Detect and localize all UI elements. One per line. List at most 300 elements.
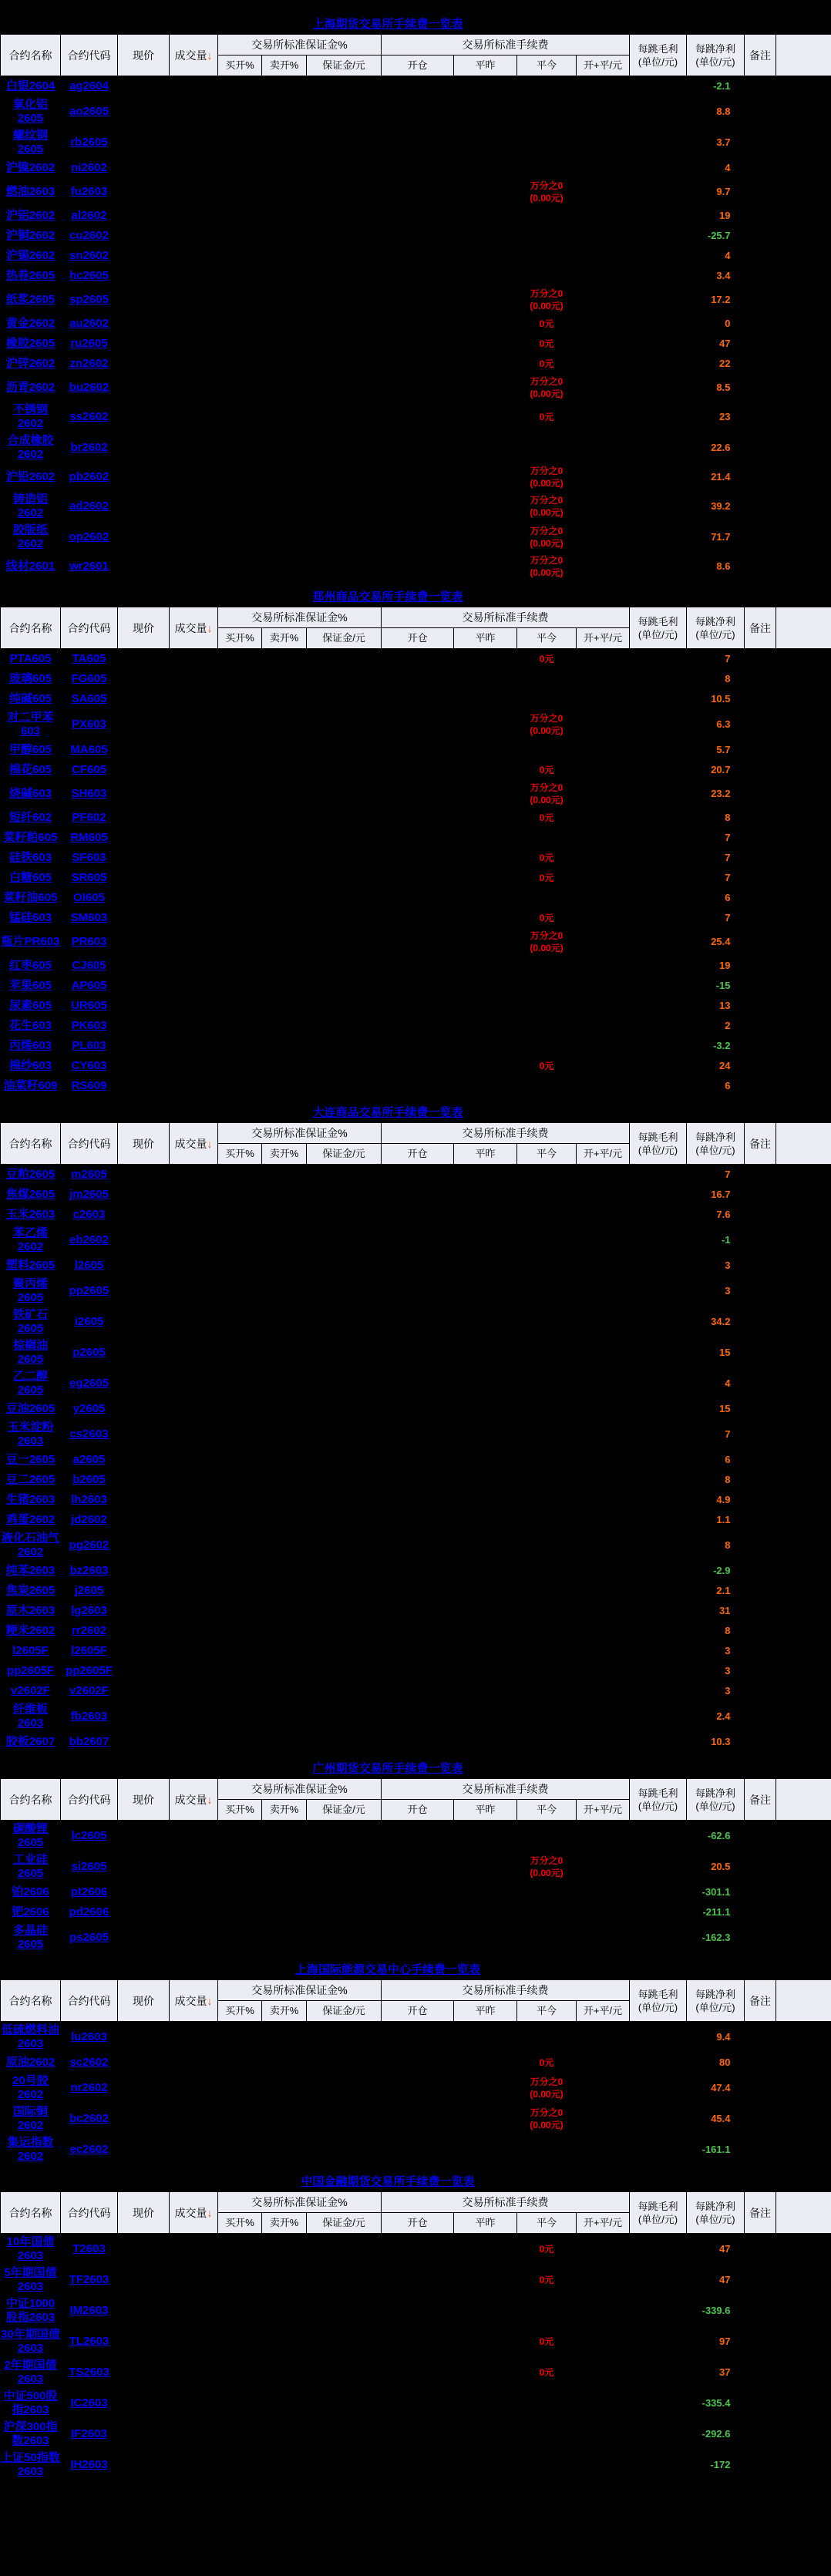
contract-code-link[interactable]: PX603	[71, 718, 107, 731]
gross-per-tick-cell	[630, 354, 687, 374]
contract-code-link[interactable]: SA605	[71, 692, 107, 705]
contract-code-link[interactable]: SR605	[71, 871, 107, 884]
blank-cell	[776, 868, 831, 888]
remark-cell	[745, 868, 776, 888]
volume-cell	[170, 334, 218, 354]
contract-code-link[interactable]: bb2607	[69, 1735, 109, 1748]
contract-name-link[interactable]: 10年国债2603	[6, 2235, 55, 2262]
col-header-volume-sort[interactable]	[170, 1980, 218, 2022]
contract-name-link[interactable]: 棉花605	[8, 763, 52, 776]
open-fee-cell	[382, 868, 454, 888]
col-header-volume-sort[interactable]	[170, 2192, 218, 2234]
sell-open-pct-cell	[262, 354, 307, 374]
contract-code-link[interactable]: CY603	[71, 1059, 107, 1072]
contract-row	[1, 1821, 831, 1852]
contract-name-link[interactable]: 白糖605	[8, 871, 52, 884]
contract-name-link[interactable]: 沪深300指数2603	[3, 2420, 58, 2447]
contract-name-link[interactable]: 豆二2605	[5, 1473, 56, 1486]
contract-code-link[interactable]: PL603	[72, 1039, 106, 1052]
contract-code-link[interactable]: rb2605	[70, 136, 108, 149]
open-plus-close-cell	[577, 354, 630, 374]
contract-code-link[interactable]: fb2603	[70, 1710, 108, 1723]
close-yesterday-fee-cell	[454, 1470, 517, 1490]
contract-name-link[interactable]: 5年期国债2603	[4, 2266, 57, 2293]
contract-code-link[interactable]: jd2602	[71, 1513, 107, 1526]
last-price-cell	[118, 334, 170, 354]
contract-name-link[interactable]: 纯苯2603	[5, 1564, 56, 1577]
contract-name-link[interactable]: 铂2606	[12, 1885, 49, 1898]
contract-code-link[interactable]: hc2605	[69, 269, 109, 282]
contract-name-link[interactable]: 生猪2603	[5, 1493, 56, 1506]
sort-descending-icon: ↓	[207, 49, 213, 62]
contract-code-link[interactable]: bu2602	[69, 381, 109, 394]
section-title-link[interactable]: 广州期货交易所手续费一览表	[312, 1762, 463, 1775]
contract-code-link[interactable]: ps2605	[69, 1931, 109, 1944]
open-fee-cell	[382, 334, 454, 354]
contract-name-link[interactable]: 锰硅603	[8, 911, 52, 924]
open-plus-close-cell	[577, 709, 630, 740]
contract-name-link[interactable]: 棉纱603	[8, 1059, 52, 1072]
volume-cell	[170, 928, 218, 956]
contract-name-link[interactable]: 玉米淀粉2603	[7, 1421, 54, 1448]
net-per-tick-cell: 6.3	[716, 718, 731, 730]
net-per-tick-cell: 1.1	[716, 1514, 731, 1525]
contract-name-link[interactable]: 热卷2605	[5, 269, 56, 282]
contract-code-link[interactable]: i2605	[74, 1315, 104, 1328]
contract-code-cell	[61, 1470, 118, 1490]
close-yesterday-fee-cell	[454, 314, 517, 334]
contract-code-link[interactable]: IH2603	[70, 2458, 108, 2471]
net-per-tick-cell: 8.5	[716, 382, 731, 393]
contract-name-link[interactable]: 液化石油气2602	[1, 1532, 59, 1559]
col-header-contract-name: 合约名称	[1, 35, 61, 76]
contract-code-link[interactable]: ss2602	[69, 410, 109, 423]
contract-code-link[interactable]: j2605	[74, 1584, 104, 1597]
gross-per-tick-cell	[630, 996, 687, 1016]
blank-cell	[776, 2104, 831, 2134]
contract-code-link[interactable]: PF602	[72, 811, 106, 824]
open-fee-cell	[382, 1581, 454, 1601]
contract-name-link[interactable]: 集运指数2602	[7, 2136, 54, 2163]
contract-code-link[interactable]: AP605	[71, 979, 107, 992]
contract-code-link[interactable]: ni2602	[71, 161, 107, 174]
contract-code-link[interactable]: CF605	[71, 763, 107, 776]
contract-name-link[interactable]: 沪铜2602	[5, 229, 56, 242]
col-header-sell-open-pct: 卖开%	[262, 2213, 307, 2234]
contract-name-link[interactable]: 30年期国债2603	[1, 2328, 60, 2355]
col-header-blank	[776, 1779, 831, 1821]
contract-name-link[interactable]: 棕榈油2605	[12, 1339, 48, 1366]
margin-yuan-cell	[307, 1621, 382, 1641]
col-header-contract-name: 合约名称	[1, 1980, 61, 2022]
open-plus-close-cell	[577, 1399, 630, 1419]
contract-name-link[interactable]: 上证50指数2603	[1, 2451, 60, 2478]
remark-cell	[745, 1621, 776, 1641]
contract-name-link[interactable]: 甲醇605	[8, 743, 52, 756]
col-header-volume-sort[interactable]	[170, 607, 218, 649]
contract-code-link[interactable]: TA605	[72, 652, 106, 665]
col-header-close-today-fee: 平今	[517, 2001, 577, 2022]
col-header-gross-per-tick	[630, 35, 687, 76]
contract-name-link[interactable]: 中证1000股指2603	[5, 2297, 56, 2324]
buy-open-pct-cell	[218, 1306, 262, 1337]
contract-code-link[interactable]: lu2603	[71, 2030, 107, 2043]
contract-code-link[interactable]: br2602	[70, 441, 108, 454]
contract-code-link[interactable]: IF2603	[71, 2427, 107, 2440]
contract-code-link[interactable]: ad2602	[69, 499, 109, 513]
col-header-contract-name: 合约名称	[1, 2192, 61, 2234]
contract-code-link[interactable]: al2602	[71, 209, 107, 222]
gross-per-tick-line2: (单位/元)	[638, 1800, 678, 1812]
col-header-volume-sort[interactable]	[170, 35, 218, 76]
close-yesterday-fee-cell	[454, 868, 517, 888]
contract-name-link[interactable]: 钯2606	[12, 1905, 49, 1919]
remark-cell	[745, 127, 776, 158]
contract-code-link[interactable]: pt2606	[70, 1885, 108, 1898]
sell-open-pct-cell	[262, 1185, 307, 1205]
contract-name-link[interactable]: 丙烯603	[8, 1039, 52, 1052]
contract-name-link[interactable]: 胶版纸2602	[12, 523, 48, 550]
contract-name-link[interactable]: 硅铁603	[8, 851, 52, 864]
contract-code-link[interactable]: lg2603	[71, 1604, 107, 1617]
contract-name-link[interactable]: 粳米2602	[5, 1624, 56, 1637]
contract-row	[1, 1056, 831, 1076]
section-title-link[interactable]: 上海期货交易所手续费一览表	[312, 18, 463, 31]
margin-yuan-cell	[307, 374, 382, 402]
contract-name-link[interactable]: 红枣605	[8, 959, 52, 972]
close-today-fee-cell	[517, 1036, 577, 1056]
contract-code-link[interactable]: T2603	[72, 2242, 106, 2255]
sell-open-pct-cell	[262, 1450, 307, 1470]
contract-code-cell	[61, 956, 118, 976]
contract-code-link[interactable]: MA605	[70, 743, 108, 756]
contract-name-link[interactable]: 对二甲苯603	[7, 711, 54, 738]
contract-name-link[interactable]: 乙二醇2605	[12, 1370, 48, 1397]
close-today-fee-line: 0元	[539, 358, 554, 369]
contract-row	[1, 553, 831, 580]
col-header-remark: 备注	[745, 1123, 776, 1165]
contract-name-link[interactable]: 菜籽粕605	[3, 831, 58, 844]
contract-name-link[interactable]: 工业硅2605	[12, 1853, 48, 1880]
contract-name-link[interactable]: 豆一2605	[5, 1453, 56, 1466]
sell-open-pct-cell	[262, 1581, 307, 1601]
contract-code-link[interactable]: FG605	[71, 672, 107, 685]
open-fee-cell	[382, 96, 454, 127]
close-yesterday-fee-cell	[454, 1306, 517, 1337]
contract-code-link[interactable]: y2605	[72, 1402, 106, 1415]
close-today-fee-cell	[517, 2357, 577, 2388]
contract-code-link[interactable]: eb2602	[69, 1233, 109, 1246]
contract-name-cell	[1, 1681, 61, 1701]
contract-code-link[interactable]: ec2602	[69, 2143, 109, 2156]
contract-name-link[interactable]: 原木2603	[5, 1604, 56, 1617]
contract-row	[1, 709, 831, 740]
margin-yuan-cell	[307, 868, 382, 888]
contract-code-link[interactable]: sn2602	[69, 249, 109, 262]
contract-name-link[interactable]: 焦煤2605	[5, 1188, 56, 1201]
contract-code-link[interactable]: si2605	[71, 1860, 107, 1873]
contract-name-cell	[1, 1530, 61, 1561]
contract-code-link[interactable]: IC2603	[70, 2396, 108, 2410]
contract-code-link[interactable]: a2605	[72, 1453, 106, 1466]
contract-name-link[interactable]: 塑料2605	[5, 1259, 56, 1272]
contract-code-link[interactable]: bz2603	[69, 1564, 109, 1577]
contract-name-link[interactable]: 黄金2602	[5, 317, 56, 330]
contract-name-cell	[1, 402, 61, 432]
section-title-link[interactable]: 中国金融期货交易所手续费一览表	[301, 2175, 475, 2188]
contract-code-cell	[61, 709, 118, 740]
contract-name-link[interactable]: 原油2602	[5, 2056, 56, 2069]
contract-code-link[interactable]: ao2605	[69, 105, 109, 118]
contract-code-cell	[61, 2022, 118, 2053]
contract-code-link[interactable]: CJ605	[72, 959, 106, 972]
contract-name-link[interactable]: 聚丙烯2605	[12, 1277, 48, 1304]
contract-name-link[interactable]: pp2605F	[7, 1664, 54, 1677]
margin-yuan-cell	[307, 1076, 382, 1096]
close-today-fee-cell	[517, 1732, 577, 1752]
volume-cell	[170, 1399, 218, 1419]
col-header-last-price: 现价	[118, 607, 170, 649]
contract-code-link[interactable]: SH603	[71, 787, 107, 800]
contract-row	[1, 2022, 831, 2053]
contract-code-link[interactable]: cu2602	[69, 229, 109, 242]
volume-cell	[170, 2450, 218, 2480]
contract-name-link[interactable]: 短纤602	[8, 811, 52, 824]
buy-open-pct-cell	[218, 996, 262, 1016]
contract-code-link[interactable]: lc2605	[71, 1829, 107, 1842]
gross-per-tick-cell	[630, 1882, 687, 1902]
contract-name-link[interactable]: 合成橡胶2602	[7, 434, 54, 461]
contract-code-link[interactable]: RM605	[70, 831, 108, 844]
volume-cell	[170, 1276, 218, 1306]
gross-per-tick-cell	[630, 226, 687, 246]
contract-code-cell	[61, 1902, 118, 1922]
contract-name-link[interactable]: PTA605	[9, 652, 52, 665]
contract-code-link[interactable]: IM2603	[69, 2304, 109, 2317]
contract-name-cell	[1, 1701, 61, 1732]
contract-name-link[interactable]: 沪锡2602	[5, 249, 56, 262]
contract-name-link[interactable]: 碳酸锂2605	[12, 1822, 48, 1849]
open-plus-close-cell	[577, 286, 630, 314]
contract-name-link[interactable]: 菜籽油605	[3, 891, 58, 904]
close-today-fee-line: (0.00元)	[530, 2120, 564, 2130]
contract-name-link[interactable]: 燃油2603	[5, 185, 56, 198]
contract-code-link[interactable]: l2605F	[71, 1644, 107, 1657]
sell-open-pct-cell	[262, 1681, 307, 1701]
remark-cell	[745, 1661, 776, 1681]
contract-code-link[interactable]: v2602F	[69, 1684, 109, 1697]
contract-name-link[interactable]: 铁矿石2605	[12, 1308, 48, 1335]
contract-code-link[interactable]: TS2603	[69, 2366, 109, 2379]
contract-code-link[interactable]: pp2605F	[66, 1664, 113, 1677]
contract-code-link[interactable]: sc2602	[69, 2056, 109, 2069]
contract-name-link[interactable]: 沪锌2602	[5, 357, 56, 370]
contract-name-link[interactable]: 焦炭2605	[5, 1584, 56, 1597]
contract-name-link[interactable]: 瓶片PR603	[1, 935, 60, 948]
blank-cell	[776, 2022, 831, 2053]
contract-code-link[interactable]: wr2601	[69, 560, 109, 573]
contract-name-link[interactable]: 2年期国债2603	[4, 2359, 57, 2386]
remark-cell	[745, 206, 776, 226]
contract-code-link[interactable]: TF2603	[69, 2273, 109, 2286]
open-plus-close-cell	[577, 1821, 630, 1852]
contract-code-cell	[61, 2357, 118, 2388]
gross-per-tick-cell	[630, 2326, 687, 2357]
contract-name-link[interactable]: 国际铜2602	[12, 2105, 48, 2132]
contract-name-link[interactable]: 尿素605	[8, 999, 52, 1012]
open-fee-cell	[382, 2022, 454, 2053]
margin-yuan-cell	[307, 178, 382, 206]
contract-name-link[interactable]: 沥青2602	[5, 381, 56, 394]
contract-code-link[interactable]: pb2602	[69, 470, 109, 483]
contract-code-link[interactable]: l2605	[74, 1259, 104, 1272]
contract-code-link[interactable]: lh2603	[71, 1493, 107, 1506]
col-header-open-fee: 开仓	[382, 55, 454, 76]
buy-open-pct-cell	[218, 2388, 262, 2419]
margin-yuan-cell	[307, 1368, 382, 1399]
contract-name-link[interactable]: 纯碱605	[8, 692, 52, 705]
col-header-volume-sort[interactable]	[170, 1779, 218, 1821]
contract-name-link[interactable]: 豆油2605	[5, 1402, 56, 1415]
sell-open-pct-cell	[262, 1399, 307, 1419]
contract-code-link[interactable]: PK603	[71, 1019, 107, 1032]
close-today-fee-cell	[517, 402, 577, 432]
contract-code-link[interactable]: m2605	[71, 1168, 107, 1181]
contract-name-link[interactable]: 沪铅2602	[5, 470, 56, 483]
last-price-cell	[118, 2134, 170, 2165]
contract-code-link[interactable]: p2605	[72, 1346, 106, 1359]
contract-code-link[interactable]: op2602	[69, 530, 109, 543]
contract-code-link[interactable]: bc2602	[69, 2112, 109, 2125]
gross-per-tick-cell	[630, 2134, 687, 2165]
contract-code-link[interactable]: zn2602	[69, 357, 109, 370]
contract-name-link[interactable]: 纤维板2603	[12, 1703, 48, 1730]
open-plus-close-cell	[577, 1510, 630, 1530]
section-title-link[interactable]: 大连商品交易所手续费一览表	[312, 1106, 463, 1119]
contract-code-link[interactable]: ag2604	[69, 79, 109, 92]
contract-code-link[interactable]: fu2603	[70, 185, 108, 198]
contract-code-link[interactable]: pp2605	[69, 1284, 109, 1297]
buy-open-pct-cell	[218, 2265, 262, 2295]
contract-name-link[interactable]: 铸造铝2602	[12, 493, 48, 520]
contract-name-link[interactable]: 低硫燃料油2603	[1, 2023, 59, 2050]
contract-name-link[interactable]: 玻璃605	[8, 672, 52, 685]
contract-code-link[interactable]: UR605	[71, 999, 107, 1012]
section-title-link[interactable]: 上海国际能源交易中心手续费一览表	[294, 1963, 480, 1976]
volume-cell	[170, 354, 218, 374]
contract-name-link[interactable]: 螺纹钢2605	[12, 129, 48, 156]
contract-code-cell	[61, 1205, 118, 1225]
contract-code-link[interactable]: TL2603	[69, 2335, 109, 2348]
close-today-fee-cell	[517, 888, 577, 908]
col-header-open-plus-close: 开+平/元	[577, 2213, 630, 2234]
contract-code-link[interactable]: jm2605	[69, 1188, 109, 1201]
contract-code-link[interactable]: OI605	[73, 891, 105, 904]
contract-code-link[interactable]: RS609	[71, 1079, 107, 1092]
close-yesterday-fee-cell	[454, 1368, 517, 1399]
contract-name-link[interactable]: 氧化铝2605	[12, 98, 48, 125]
buy-open-pct-cell	[218, 1661, 262, 1681]
contract-code-link[interactable]: cs2603	[69, 1428, 109, 1441]
col-header-volume-sort[interactable]	[170, 1123, 218, 1165]
contract-name-link[interactable]: 鸡蛋2602	[5, 1513, 56, 1526]
close-yesterday-fee-cell	[454, 354, 517, 374]
contract-name-link[interactable]: 纸浆2605	[5, 293, 56, 306]
sell-open-pct-cell	[262, 1732, 307, 1752]
contract-name-link[interactable]: 橡胶2605	[5, 337, 56, 350]
contract-name-link[interactable]: 胶板2607	[5, 1735, 56, 1748]
contract-name-link[interactable]: 沪镍2602	[5, 161, 56, 174]
blank-cell	[776, 491, 831, 522]
contract-code-link[interactable]: PR603	[71, 935, 107, 948]
contract-code-link[interactable]: eg2605	[69, 1377, 109, 1390]
contract-row	[1, 1681, 831, 1701]
last-price-cell	[118, 1368, 170, 1399]
section-title-link[interactable]: 郑州商品交易所手续费一览表	[312, 590, 463, 604]
contract-name-link[interactable]: 沪铝2602	[5, 209, 56, 222]
contract-name-link[interactable]: 玉米2603	[5, 1208, 56, 1221]
buy-open-pct-cell	[218, 2295, 262, 2326]
contract-name-cell	[1, 1419, 61, 1450]
col-header-open-plus-close: 开+平/元	[577, 55, 630, 76]
contract-code-link[interactable]: SM603	[70, 911, 108, 924]
net-per-tick-cell: 4	[725, 250, 731, 261]
remark-cell	[745, 1306, 776, 1337]
section-title-row	[0, 1760, 775, 1776]
contract-code-link[interactable]: pd2606	[69, 1905, 109, 1919]
contract-name-link[interactable]: l2605F	[12, 1644, 49, 1657]
contract-code-link[interactable]: nr2602	[70, 2081, 108, 2094]
contract-code-link[interactable]: ru2605	[70, 337, 108, 350]
contract-name-link[interactable]: 苯乙烯2602	[12, 1226, 48, 1253]
contract-code-link[interactable]: sp2605	[69, 293, 109, 306]
contract-name-link[interactable]: 线材2601	[5, 560, 56, 573]
volume-cell	[170, 1821, 218, 1852]
contract-name-link[interactable]: 苹果605	[8, 979, 52, 992]
blank-cell	[776, 96, 831, 127]
contract-name-cell	[1, 1641, 61, 1661]
contract-code-link[interactable]: b2605	[72, 1473, 106, 1486]
contract-name-link[interactable]: 多晶硅2605	[12, 1924, 48, 1951]
close-yesterday-fee-cell	[454, 2388, 517, 2419]
contract-name-link[interactable]: 中证500股指2603	[3, 2389, 58, 2416]
sell-open-pct-cell	[262, 709, 307, 740]
net-per-tick-cell: 37	[719, 2366, 731, 2378]
contract-name-link[interactable]: 不锈钢2602	[12, 403, 48, 430]
last-price-cell	[118, 848, 170, 868]
contract-name-link[interactable]: 油菜籽609	[3, 1079, 58, 1092]
contract-code-link[interactable]: pg2602	[69, 1539, 109, 1552]
blank-cell	[776, 553, 831, 580]
contract-name-link[interactable]: 白银2604	[5, 79, 56, 92]
col-header-close-today-fee: 平今	[517, 55, 577, 76]
contract-name-link[interactable]: 20号胶2602	[12, 2074, 49, 2101]
contract-code-link[interactable]: rr2602	[71, 1624, 107, 1637]
contract-code-link[interactable]: au2602	[69, 317, 109, 330]
contract-name-link[interactable]: v2602F	[11, 1684, 50, 1697]
last-price-cell	[118, 354, 170, 374]
contract-name-link[interactable]: 花生603	[8, 1019, 52, 1032]
gross-per-tick-cell	[630, 2073, 687, 2104]
contract-code-link[interactable]: c2603	[72, 1208, 106, 1221]
sell-open-pct-cell	[262, 2234, 307, 2265]
contract-code-link[interactable]: SF603	[72, 851, 106, 864]
volume-cell	[170, 1256, 218, 1276]
contract-name-link[interactable]: 豆粕2605	[5, 1168, 56, 1181]
sell-open-pct-cell	[262, 314, 307, 334]
contract-name-link[interactable]: 烧碱603	[8, 787, 52, 800]
margin-yuan-cell	[307, 669, 382, 689]
